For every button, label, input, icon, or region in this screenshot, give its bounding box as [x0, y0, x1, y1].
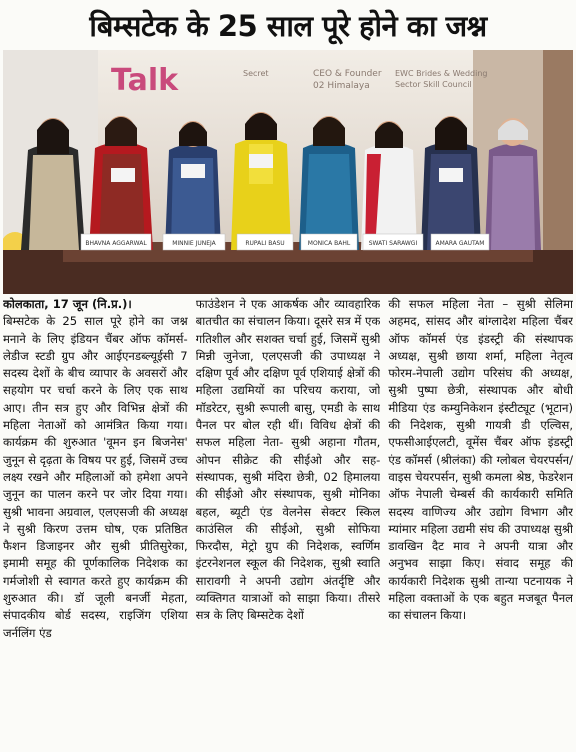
- nameplate-label: MONICA BAHL: [307, 240, 351, 247]
- nameplate: [163, 234, 225, 250]
- backdrop-text: EWC Brides & Wedding: [395, 69, 488, 78]
- event-photo: [3, 50, 573, 294]
- article-column-2: [196, 296, 381, 748]
- nameplate: [363, 234, 423, 250]
- backdrop-text: Talk: [111, 63, 179, 98]
- article-body: [3, 296, 573, 748]
- dateline: कोलकाता, 17 जून (नि.प्र.)।: [3, 297, 132, 311]
- nameplate-label: SWATI SARAWGI: [368, 240, 418, 247]
- headline: बिम्सटेक के 25 साल पूरे होने का जश्न: [89, 8, 487, 43]
- backdrop-text: 02 Himalaya: [313, 81, 370, 91]
- nameplate: [237, 234, 293, 250]
- nameplate-label: MINNIE JUNEJA: [172, 240, 216, 247]
- article-column-1: [3, 296, 188, 748]
- nameplate: [431, 234, 489, 250]
- article-text: फाउंडेशन ने एक आकर्षक और व्यावहारिक बातचीत का संचालन किया। दूसरे सत्र में एक गतिशील और सशक्त चर्चा हुई, जिसमें सुश्री मिन्नी जुनेजा, एलएसजी की उपाध्यक्ष ने दक्षिण पूर्व और दक्षिण पूर्व एशियाई क्षेत्रों की महिला उद्यमियों का परिचय कराया, जो मॉडरेटर, सुश्री रूपाली बासु, एमडी के साथ पैनल पर बोल रही थीं। विविध क्षेत्रों की सफल महिला नेता- सुश्री अहाना गौतम, ओपन सीक्रेट की सीईओ और सह-संस्थापक, सुश्री मंदिरा छेत्री, 02 हिमालया की सीईओ और संस्थापक, सुश्री मोनिका बहल, ब्यूटी एंड वेलनेस सेक्टर स्किल काउंसिल की सीईओ, सुश्री सोफिया फिरदौस, मेट्रो ग्रुप की निदेशक, स्वर्णिम इंटरनेशनल स्कूल की निदेशक, सुश्री स्वाति सारावगी ने अपनी उद्योग अंतर्दृष्टि और व्यक्तिगत यात्राओं को साझा किया। तीसरे सत्र के लिए बिम्सटेक देशों: [195, 297, 381, 623]
- backdrop-text: CEO & Founder: [313, 69, 382, 79]
- nameplate-label: BHAVNA AGGARWAL: [85, 240, 147, 247]
- backdrop-text: Secret: [243, 69, 269, 78]
- nameplate: [301, 234, 357, 250]
- article-text: बिम्सटेक के 25 साल पूरे होने का जश्न मनाने के लिए इंडियन चैंबर ऑफ कॉमर्स-लेडीज स्टडी ग्रुप और आईएनडब्ल्यूईसी 7 सदस्य देशों के बीच व्यापार के अवसरों और सहयोग पर चर्चा करने के लिए एक साथ आए। तीन सत्र हुए और विभिन्न क्षेत्रों की महिला नेताओं को आमंत्रित किया गया। कार्यक्रम की शुरुआत 'वूमन इन बिजनेस' जुनून से दृढ़ता के विषय पर हुई, जिसमें उच्च लक्ष्य रखने और महिलाओं को हमेशा अपने जुनून का पालन करने पर जोर दिया गया। सुश्री भावना अग्रवाल, एलएसजी की अध्यक्ष ने सुश्री किरण उत्तम घोष, एक प्रतिष्ठित फैशन डिजाइनर और सुश्री प्रीतिसुरेका, इमामी समूह की पूर्णकालिक निदेशक का गर्मजोशी से स्वागत करते हुए कार्यक्रम की शुरुआत की। डॉ जूली बनर्जी मेहता, संपादकीय बोर्ड सदस्य, राइजिंग एशिया जर्नलिंग एंड: [3, 314, 188, 640]
- article-text: की सफल महिला नेता – सुश्री सेलिमा अहमद, सांसद और बांग्लादेश महिला चैंबर ऑफ कॉमर्स एंड इंडस्ट्री की संस्थापक अध्यक्ष, सुश्री छाया शर्मा, महिला नेतृत्व फोरम-नेपाली उद्योग परिसंघ की अध्यक्ष, सुश्री पुष्पा छेत्री, संस्थापक और बोधी मीडिया एंड कम्युनिकेशन इंस्टीट्यूट (भूटान) की निदेशक, सुश्री गायत्री डी एल्विस, एफसीआईएलटी, वूमेंस चैंबर ऑफ इंडस्ट्री एंड कॉमर्स (श्रीलंका) की ग्लोबल चेयरपर्सन/ वाइस चेयरपर्सन, सुश्री कमला श्रेष्ठ, फेडरेशन ऑफ नेपाली चेम्बर्स की कार्यकारी समिति सदस्य वाणिज्य और उद्योग विभाग और म्यांमार महिला उद्यमी संघ की उपाध्यक्ष सुश्री डावखिन दैट माव ने अपनी यात्रा और अनुभव साझा किए। संवाद समूह की कार्यकारी निदेशक सुश्री तान्या पटनायक ने महिला वक्ताओं के एक बहुत मजबूत पैनल का संचालन किया।: [388, 297, 573, 623]
- article-column-3: [388, 296, 573, 748]
- nameplate-label: RUPALI BASU: [245, 240, 285, 247]
- nameplate-label: AMARA GAUTAM: [435, 240, 485, 247]
- backdrop-text: Sector Skill Council: [395, 80, 472, 89]
- event-photo-illustration: [3, 50, 573, 294]
- nameplate: [81, 234, 151, 250]
